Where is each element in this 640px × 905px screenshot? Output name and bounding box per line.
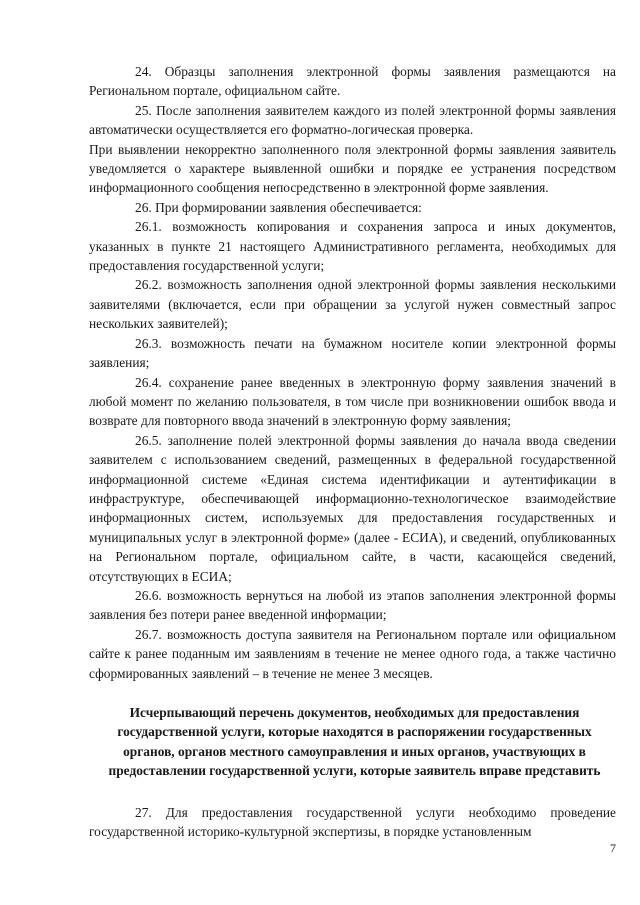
- paragraph: 26.1. возможность копирования и сохранения запроса и иных документов, указанных в пункте 21 настоящего Административного регламента, необходимых для предоставления государственной услуги;: [89, 219, 616, 274]
- page-number: 7: [610, 841, 616, 855]
- body-text-top: [89, 62, 616, 683]
- paragraph: 26.3. возможность печати на бумажном носителе копии электронной формы заявления;: [89, 335, 616, 371]
- paragraph: 26. При формировании заявления обеспечивается:: [135, 199, 422, 215]
- paragraph: 26.4. сохранение ранее введенных в электронную форму заявления значений в любой момент по желанию пользователя, в том числе при возникновении ошибок ввода и возврате для повторного ввода значений в электронную форму заявления;: [89, 374, 616, 429]
- paragraph: 26.2. возможность заполнения одной электронной формы заявления несколькими заявителями (включается, если при обращении за услугой нужен совместный запрос нескольких заявителей);: [89, 277, 616, 332]
- paragraph: 27. Для предоставления государственной услуги необходимо проведение государственной историко-культурной экспертизы, в порядке установленным: [89, 804, 616, 840]
- body-text-bottom: [89, 803, 616, 842]
- paragraph: При выявлении некорректно заполненного поля электронной формы заявления заявитель уведомляется о характере выявленной ошибки и порядке ее устранения посредством информационного сообщения непосредственно в электронной форме заявления.: [89, 141, 616, 196]
- section-heading: Исчерпывающий перечень документов, необходимых для предоставления государственной услуги, которые находятся в распоряжении государственных органов, органов местного самоуправления и иных органов, участвующих в предоставлении государственной услуги, которые заявитель вправе представить: [108, 705, 601, 779]
- paragraph: 25. После заполнения заявителем каждого из полей электронной формы заявления автоматически осуществляется его форматно-логическая проверка.: [89, 102, 616, 138]
- paragraph: 26.7. возможность доступа заявителя на Региональном портале или официальном сайте к ранее поданным им заявлениям в течение не менее одного года, а также частично сформированных заявлений – в течение не менее 3 месяцев.: [89, 626, 616, 681]
- paragraph: 24. Образцы заполнения электронной формы заявления размещаются на Региональном портале, официальном сайте.: [89, 64, 616, 99]
- paragraph: 26.5. заполнение полей электронной формы заявления до начала ввода сведении заявителем с использованием сведений, размещенных в федеральной государственной информационной системе «Единая система идентификации и аутентификации в инфраструктуре, обеспечивающей информационно-технологическое взаимодействие информационных систем, используемых для предоставления государственных и муниципальных услуг в электронной форме» (далее - ЕСИА), и сведений, опубликованных на Региональном портале, официальном сайте, в части, касающейся сведений, отсутствующих в ЕСИА;: [89, 432, 616, 584]
- paragraph: 26.6. возможность вернуться на любой из этапов заполнения электронной формы заявления без потери ранее введенной информации;: [89, 587, 616, 623]
- document-page: [89, 62, 616, 841]
